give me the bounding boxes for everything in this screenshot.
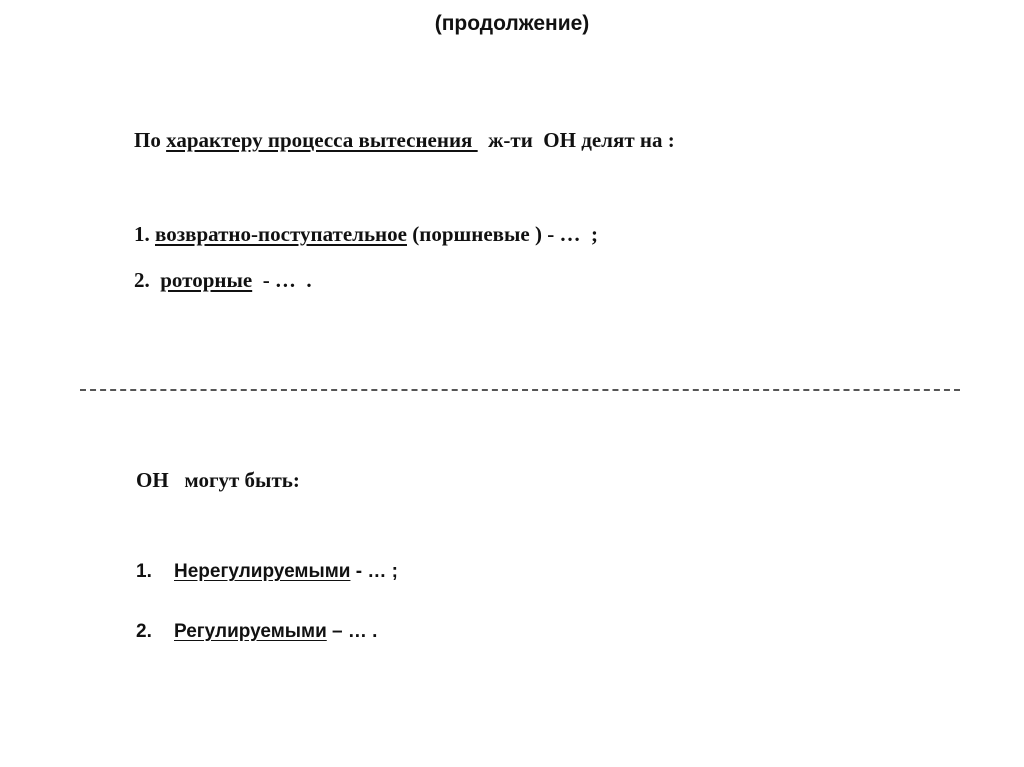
- section2-intro: ОН могут быть:: [136, 468, 300, 492]
- slide-title: (продолжение): [434, 12, 590, 35]
- section2-item-1-term: Нерегулируемыми: [174, 561, 351, 582]
- section1-item-2-term: роторные: [160, 268, 253, 292]
- section1-intro-suffix: ж-ти ОН делят на :: [477, 128, 675, 152]
- section1-intro-underlined: характеру процесса вытеснения: [166, 128, 478, 152]
- section2-item-1-rest: - … ;: [350, 561, 398, 582]
- section2-item-2-number: 2.: [136, 621, 152, 642]
- section1-item-2-number: 2.: [134, 268, 161, 292]
- dashed-separator: [80, 389, 960, 391]
- section2-item-2-term: Регулируемыми: [174, 621, 327, 642]
- section1-item-1-term: возвратно-поступательное: [155, 222, 407, 246]
- section2-item-2: [136, 621, 377, 643]
- section1-intro-prefix: По: [134, 128, 167, 152]
- section1-item-1: [134, 222, 598, 247]
- section1-item-1-rest: (поршневые ) - … ;: [406, 222, 598, 246]
- section1-item-1-number: 1.: [134, 222, 155, 246]
- section1-item-2: [134, 268, 312, 293]
- section1-item-2-rest: - … .: [252, 268, 312, 292]
- section1-intro: [134, 128, 675, 153]
- section2-item-1-number: 1.: [136, 561, 152, 582]
- section2-item-2-rest: – … .: [326, 621, 378, 642]
- section2-item-1: [136, 561, 398, 583]
